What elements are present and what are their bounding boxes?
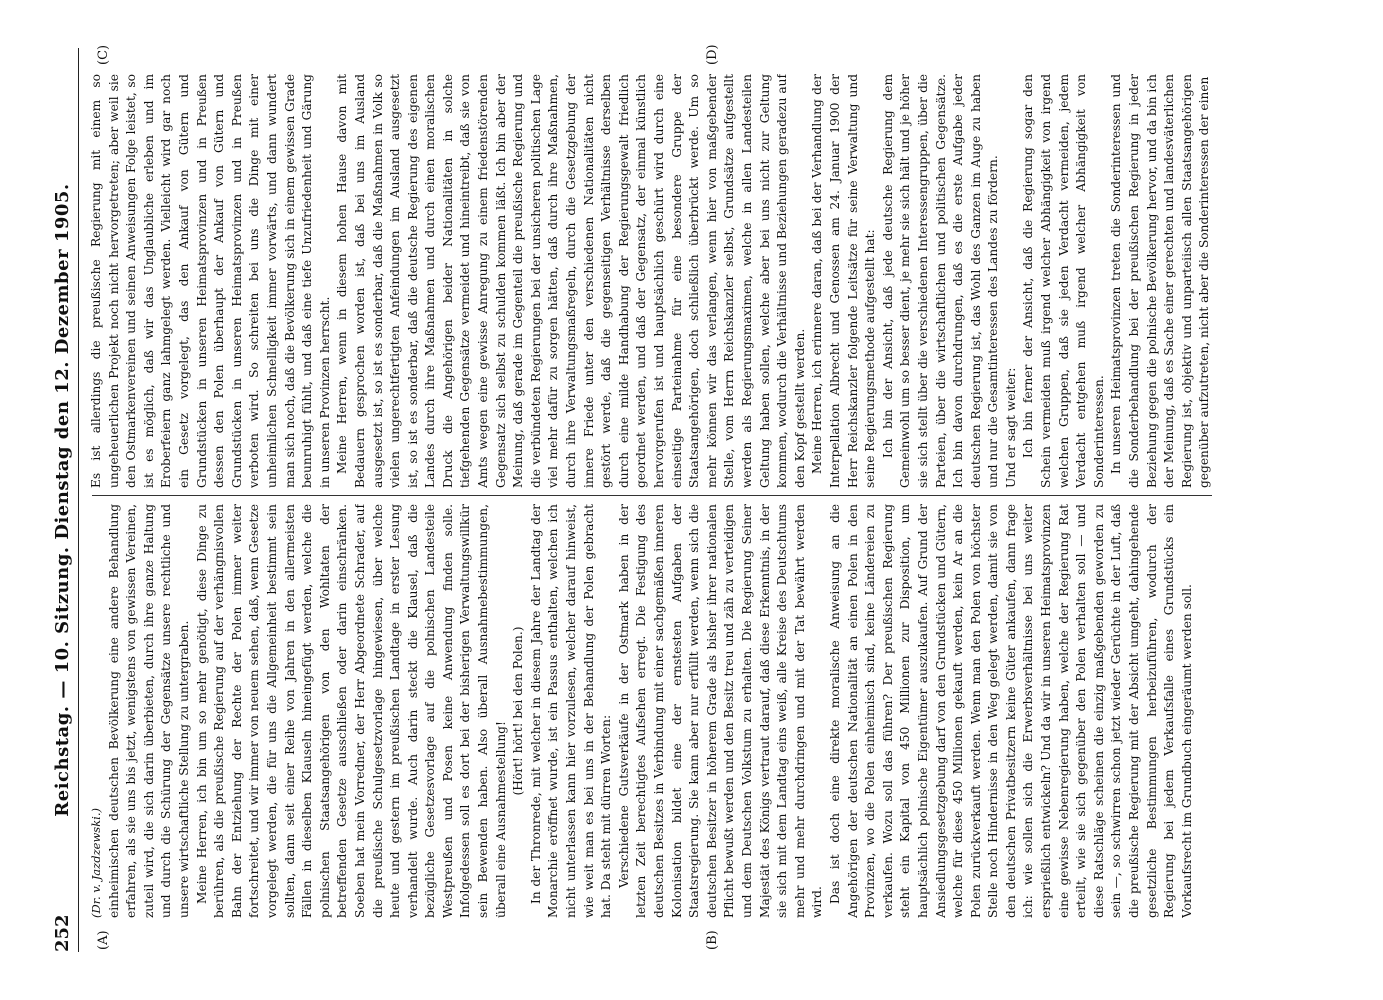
paragraph: Meine Herren, ich erinnere daran, daß bei der Verhandlung der Interpellation Albrecht und Genossen am 24. Januar 1900 der Herr Reichskanzler folgende Leitsätze für seine Verwaltung und seine Regierungsmethode aufgestellt hat: bbox=[810, 74, 878, 488]
margin-marker-b: (B) bbox=[705, 930, 720, 950]
paragraph: Es ist allerdings die preußische Regierung mit einem so ungeheuerlichen Projekt noch nicht hervorgetreten; aber weil sie den Ostmarkenvereinen und seinen Anweisungen Folge leistet, so ist es möglich, daß wir das Unglaubliche erleben und im Eroberfeiern ganz lahmgelegt werden. Vielleicht wird gar noch ein Gesetz vorgelegt, das den Ankauf von Gütern und Grundstücken in unseren Heimatsprovinzen und in Preußen dessen den Polen überhaupt der Ankauf von Gütern und Grundstücken in unseren Heimatsprovinzen und in Preußen verboten wird. So schreiten bei uns die Dinge mit einer unheimlichen Schnelligkeit immer vorwärts, und dann wundert man sich noch, daß die Bevölkerung sich in einem gewissen Grade beunruhigt fühlt, und daß eine tiefe Unzufriedenheit und Gärung in unseren Provinzen herrscht. bbox=[89, 74, 332, 488]
quotation: Ich bin ferner der Ansicht, daß die Regierung sogar den Schein vermeiden muß irgend welcher Abhängigkeit von irgend welchen Gruppen, daß sie jeden Verdacht vermeiden, jedem Verdacht entgehen muß irgend welcher Abhängigkeit von Sonderinteressen. bbox=[1021, 74, 1106, 488]
right-column bbox=[88, 74, 1218, 488]
paragraph: Meine Herren, wenn in diesem hohen Hause davon mit Bedauern gesprochen worden ist, daß bei uns im Ausland ausgesetzt ist, so ist es sonderbar, daß die Maßnahmen in Volk so vielen ungerechtfertigten Anfeindungen im Ausland ausgesetzt ist, so ist es sonderbar, daß die deutsche Regierung des eigenen Landes durch ihre Maßnahmen und durch einen moralischen Druck die Angehörigen beider Nationalitäten in solche tiefgehenden Gegensätze vermeidet und hineintreibt, daß sie von Amts wegen eine gewisse Anregung zu einem friedenstörenden Gegensatz sich selbst zu schulden kommen läßt. Ich bin aber der Meinung, daß gerade im Gegenteil die preußische Regierung und die verbündeten Regierungen bei der unsicheren politischen Lage viel mehr dafür zu sorgen hätten, daß durch ihre Maßnahmen, durch ihre Verwaltungsmaßregeln, durch die Gesetzgebung der innere Friede unter den verschiedenen Nationalitäten nicht gestört werde, daß die gegenseitigen Verhältnisse derselben durch eine milde Handhabung der Regierungsgewalt friedlich geordnet werden, und daß der Gegensatz, der einmal künstlich hervorgerufen ist und hauptsächlich geschürt wird durch eine einseitige Parteinahme für eine besondere Gruppe der Staatsangehörigen, doch schließlich überbrückt werde. Um so mehr können wir das verlangen, wenn hier von maßgebender Stelle, vom Herrn Reichskanzler selbst, Grundsätze aufgestellt werden als Regierungsmaximen, welche in allen Landesteilen Geltung haben sollen, welche aber bei uns nicht zur Geltung kommen, wodurch die Verhältnisse und Beziehungen geradezu auf den Kopf gestellt werden. bbox=[335, 74, 807, 488]
paragraph: In unseren Heimatsprovinzen treten die Sonderinteressen und die Sonderbehandlung bei der preußischen Regierung in jeder Beziehung gegen die polnische Bevölkerung hervor, und da bin ich der Meinung, daß es Sache einer gerechten und landesväterlichen Regierung ist, objektiv und unparteiisch allen Staatsangehörigen gegenüber aufzutreten, nicht aber die Sonderinteressen der einen bbox=[1109, 74, 1212, 488]
speaker-label: (Dr. v. Jazdzewski.) bbox=[89, 808, 103, 918]
column-divider bbox=[92, 495, 1212, 496]
paragraph: Meine Herren, ich bin um so mehr genötigt, diese Dinge zu berühren, als die preußische Regierung auf der verhängnisvollen Bahn der Entziehung der Rechte der Polen immer weiter fortschreitet, und wir immer von neuem sehen, daß, wenn Gesetze vorgelegt werden, die für uns die Allgemeinheit bestimmt sein sollten, dann seit einer Reihe von Jahren in den allermeisten Fällen in dieselben Klauseln hineingefügt werden, welche die polnischen Staatsangehörigen von den Wohltaten der betreffenden Gesetze ausschließen oder darin einschränken. Soeben hat mein Vorredner, der Herr Abgeordnete Schrader, auf die preußische Schulgesetzvorlage hingewiesen, über welche heute und gestern im preußischen Landtage in erster Lesung verhandelt wurde. Auch darin steckt die Klausel, daß die bezügliche Gesetzesvorlage auf die polnischen Landesteile Westpreußen und Posen keine Anwendung finden solle. Infolgedessen soll es dort bei der bisherigen Verwaltungswillkür sein Bewenden haben. Also überall Ausnahmebestimmungen, überall eine Ausnahmestellung! bbox=[194, 504, 508, 918]
paragraph: Das ist doch eine direkte moralische Anweisung an die Angehörigen der deutschen Nationalität an einen Polen in den Provinzen, wo die Polen einheimisch sind, keine Ländereien zu verkaufen. Wozu soll das führen? Der preußischen Regierung steht ein Kapital von 450 Millionen zur Disposition, um hauptsächlich polnische Eigentümer auszukaufen. Auf Grund der Ansiedlungsgesetzgebung darf von den Grundstücken und Gütern, welche für diese 450 Millionen gekauft werden, kein Ar an die Polen zurückverkauft werden. Wenn man den Polen von höchster Stelle noch Hindernisse in den Weg gelegt werden, damit sie von den deutschen Privatbesitzern keine Güter ankaufen, dann frage ich: wie sollen sich die Erwerbsverhältnisse bei uns weiter ersprießlich entwickeln? Und da wir in unseren Heimatsprovinzen eine gewisse Nebenregierung haben, welche der Regierung Rat erteilt, wie sie sich gegenüber den Polen verhalten soll — und diese Ratschläge scheinen die einzig maßgebenden geworden zu sein —, so schwirren schon jetzt wieder Gerüchte in der Luft, daß die preußische Regierung mit der Absicht umgeht, dahingehende gesetzliche Bestimmungen herbeizuführen, wodurch der Regierung bei jedem Verkaufsfalle eines Grundstücks ein Vorkaufsrecht im Grundbuch eingeräumt werden soll. bbox=[827, 504, 1194, 918]
left-column bbox=[88, 504, 1218, 918]
margin-marker-a: (A) bbox=[96, 930, 111, 950]
margin-marker-c: (C) bbox=[96, 44, 111, 65]
quotation: Verschiedene Gutsverkäufe in der Ostmark haben in der letzten Zeit berechtigtes Aufsehen erregt. Die Festigung des deutschen Besitzes in Verbindung mit einer sachgemäßen inneren Kolonisation bildet eine der ernstesten Aufgaben der Staatsregierung. Sie kann aber nur erfüllt werden, wenn sich die deutschen Besitzer in höherem Grade als bisher ihrer nationalen Pflicht bewußt werden und den Besitz treu und zäh zu verteidigen und dem Deutschen Volkstum zu erhalten. Die Regierung Seiner Majestät des Königs vertraut darauf, daß diese Erkenntnis, in der sie sich mit dem Landtag eins weiß, alle Kreise des Deutschtums mehr und mehr durchdringen und mit der Tat bewährt werden wird. bbox=[616, 504, 825, 918]
page-number: 252 bbox=[52, 914, 73, 952]
interjection: (Hört! hört! bei den Polen.) bbox=[511, 626, 526, 796]
quotation: Ich bin der Ansicht, daß jede deutsche Regierung dem Gemeinwohl um so besser dient, je mehr sie sich hält und je höher sie sich stellt über die verschiedenen Interessengruppen, über die Parteien, über die wirtschaftlichen und politischen Gegensätze. Ich bin davon durchdrungen, daß es die erste Aufgabe jeder deutschen Regierung ist, das Wohl des Ganzen im Auge zu haben und nur die Gesamtinteressen des Landes zu fördern. bbox=[880, 74, 1001, 488]
margin-marker-d: (D) bbox=[705, 44, 720, 65]
paragraph: In der Thronrede, mit welcher in diesem Jahre der Landtag der Monarchie eröffnet wurde, ist ein Passus enthalten, welchen ich nicht unterlassen kann hier vorzulesen, welcher darauf hinweist, wie weit man es bei uns in der Behandlung der Polen gebracht hat. Da steht mit dürren Worten: bbox=[528, 504, 614, 918]
page-title: Reichstag. — 10. Sitzung. Dienstag den 12. Dezember 1905. bbox=[52, 183, 73, 817]
page-header bbox=[48, 48, 79, 952]
paragraph: Und er sagt weiter: bbox=[1003, 367, 1018, 488]
paragraph: einheimischen deutschen Bevölkerung eine andere Behandlung erfahren, als sie uns bis jetzt, wenigstens von gewissen Vereinen, zuteil wird, die sich darin überbieten, durch ihre ganze Haltung und durch die Schürung der Gegensätze unsere rechtliche und unsere wirtschaftliche Stellung zu untergraben. bbox=[106, 504, 191, 918]
